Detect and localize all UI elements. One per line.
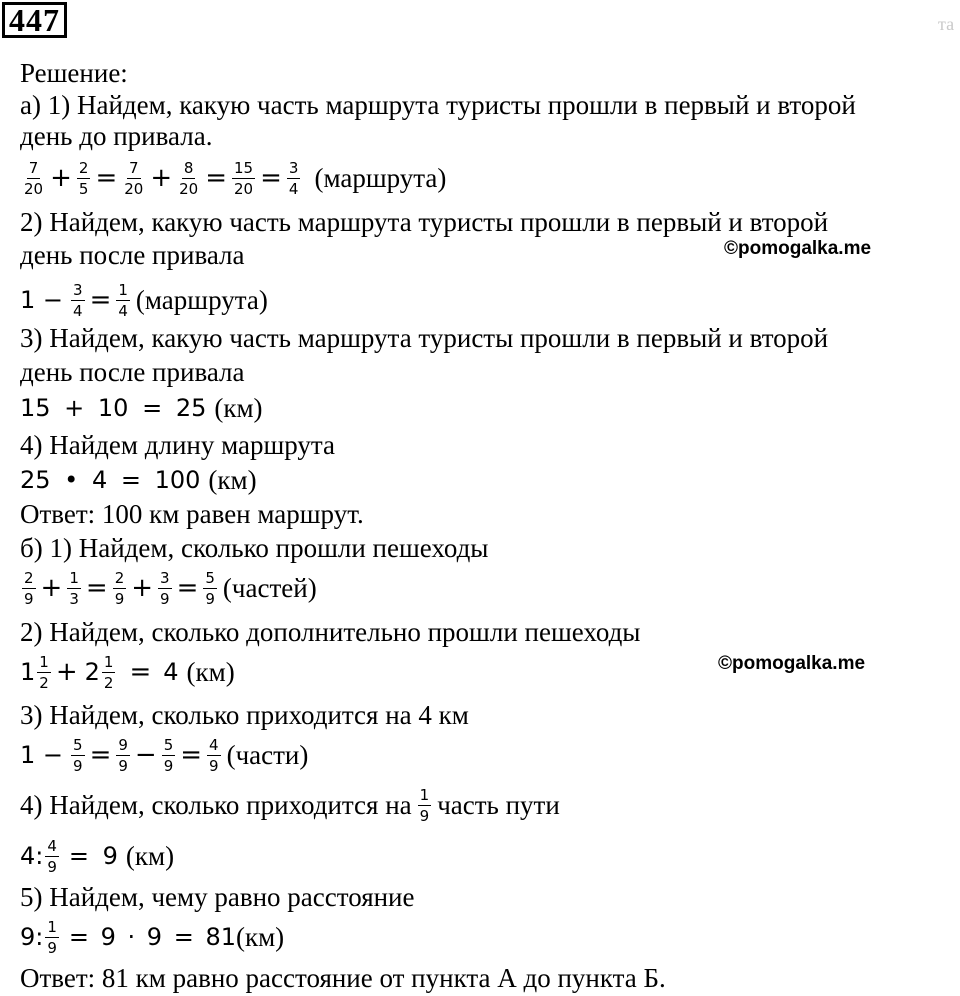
whole-part: 2 <box>84 658 100 686</box>
a-equation2 <box>20 276 268 324</box>
expression: 1 − <box>20 286 64 314</box>
expression: 25 • 4 = 100 <box>20 466 201 494</box>
corner-text: та <box>938 14 955 34</box>
b-equation2 <box>20 648 235 696</box>
operator: = <box>95 163 118 193</box>
expression: 4: <box>20 842 44 870</box>
operator: + <box>50 163 72 193</box>
fraction: $\frac{4}{9}$ <box>47 836 57 876</box>
operator: + <box>55 657 78 687</box>
b-step3: 3) Найдем, сколько приходится на 4 км <box>20 700 469 730</box>
a-step1-line1: а) 1) Найдем, какую часть маршрута туристы прошли в первый и второй <box>20 90 856 120</box>
unit-label: (части) <box>226 739 309 770</box>
fraction: $\frac{3}{4}$ <box>288 158 299 198</box>
a-step2-line1: 2) Найдем, какую часть маршрута туристы прошли в первый и второй <box>20 207 829 237</box>
problem-number: 447 <box>2 2 67 38</box>
b-equation1 <box>20 564 317 612</box>
operator: = <box>180 740 203 770</box>
operator: = <box>89 740 112 770</box>
watermark: ©pomogalka.me <box>724 238 872 259</box>
unit-label: (км) <box>125 840 175 871</box>
fraction: $\frac{2}{5}$ <box>78 158 89 198</box>
fraction: $\frac{4}{9}$ <box>209 735 219 775</box>
a-equation4 <box>20 462 257 498</box>
b-equation3 <box>20 731 308 779</box>
operator: = <box>205 163 228 193</box>
fraction: $\frac{7}{20}$ <box>24 158 44 198</box>
unit-label: (км) <box>235 921 285 952</box>
fraction: $\frac{1}{9}$ <box>47 917 57 957</box>
operator: + <box>40 573 63 603</box>
expression: 9: <box>20 923 44 951</box>
fraction: $\frac{1}{2}$ <box>39 652 49 692</box>
step-text: часть пути <box>437 789 560 820</box>
a-step4: 4) Найдем длину маршрута <box>20 430 336 460</box>
a-answer: Ответ: 100 км равен маршрут. <box>20 499 364 529</box>
fraction: $\frac{1}{9}$ <box>419 785 430 825</box>
operator: = <box>260 163 282 193</box>
fraction: $\frac{1}{4}$ <box>118 280 128 320</box>
unit-label: (частей) <box>222 572 317 603</box>
operator: = <box>176 573 199 603</box>
fraction: $\frac{1}{2}$ <box>103 652 114 692</box>
unit-label: (км) <box>214 392 263 423</box>
fraction: $\frac{15}{20}$ <box>234 158 254 198</box>
operator: − <box>134 740 157 770</box>
unit-label: (маршрута) <box>135 284 268 315</box>
solution-label: Решение: <box>20 58 128 88</box>
a-equation3 <box>20 390 263 426</box>
b-step4 <box>20 780 560 830</box>
operator: = <box>85 573 108 603</box>
unit-label: (км) <box>186 656 235 687</box>
whole-part: 1 <box>20 658 36 686</box>
a-step3-line2: день после привала <box>20 357 245 387</box>
a-step2-line2: день после привала <box>20 240 245 270</box>
result: 4 <box>163 658 179 686</box>
fraction: $\frac{5}{9}$ <box>205 568 215 608</box>
fraction: $\frac{9}{9}$ <box>118 735 128 775</box>
fraction: $\frac{2}{9}$ <box>24 568 34 608</box>
operator: = <box>89 285 112 315</box>
fraction: $\frac{3}{4}$ <box>73 280 83 320</box>
b-equation4 <box>20 832 174 880</box>
b-step2: 2) Найдем, сколько дополнительно прошли пешеходы <box>20 617 641 647</box>
a-step3-line1: 3) Найдем, какую часть маршрута туристы прошли в первый и второй <box>20 323 829 353</box>
watermark: ©pomogalka.me <box>718 653 866 674</box>
a-equation1 <box>20 154 446 202</box>
unit-label: (маршрута) <box>314 162 447 193</box>
fraction: $\frac{3}{9}$ <box>160 568 170 608</box>
b-answer: Ответ: 81 км равно расстояние от пункта А до пункта Б. <box>20 963 666 993</box>
fraction: $\frac{1}{3}$ <box>69 568 79 608</box>
b-step5: 5) Найдем, чему равно расстояние <box>20 882 415 912</box>
expression: = 9 · 9 = 81 <box>68 923 236 951</box>
fraction: $\frac{5}{9}$ <box>163 735 174 775</box>
fraction: $\frac{8}{20}$ <box>179 158 199 198</box>
expression: 1 − <box>20 741 64 769</box>
fraction: $\frac{7}{20}$ <box>124 158 144 198</box>
b-step1: б) 1) Найдем, сколько прошли пешеходы <box>20 533 489 563</box>
expression: = 9 <box>68 842 118 870</box>
step-text: 4) Найдем, сколько приходится на <box>20 789 412 820</box>
unit-label: (км) <box>208 464 257 495</box>
fraction: $\frac{2}{9}$ <box>114 568 125 608</box>
expression: 15 + 10 = 25 <box>20 394 207 422</box>
a-step1-line2: день до привала. <box>20 121 213 151</box>
operator: = <box>129 657 152 687</box>
operator: + <box>131 573 154 603</box>
operator: + <box>150 163 173 193</box>
b-equation5 <box>20 913 284 961</box>
fraction: $\frac{5}{9}$ <box>73 735 83 775</box>
